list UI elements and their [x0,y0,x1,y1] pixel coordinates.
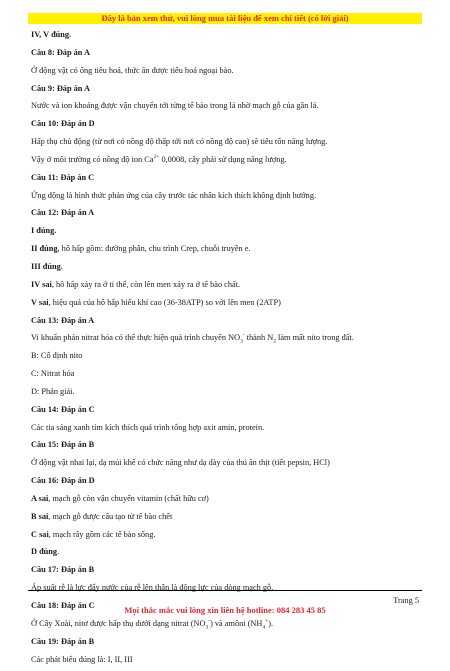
text-line: IV, V đúng. [31,30,72,39]
document-body [31,29,423,671]
text-line: Ở động vật nhai lại, dạ múi khế có chức năng như dạ dày của thú ăn thịt (tiết pepsin, HCl) [31,458,330,468]
text-line: Câu 16: Đáp án D [31,476,95,486]
text-line: Câu 10: Đáp án D [31,119,95,129]
text-line: D: Phản giải. [31,386,75,396]
text-line: III đúng. [31,261,63,271]
text-line: Nước và ion khoáng được vận chuyển tới từng tế bào trong lá nhờ mạch gỗ của gân lá. [31,101,319,111]
text-line: Câu 9: Đáp án A [31,83,91,93]
text-line: Các tia sáng xanh tím kích thích quá trình tổng hợp axit amin, protein. [31,422,265,432]
text-line: Ở Cây Xoài, nitơ được hấp thụ dưới dạng nitrat $(NO_3^-)$ và amôni $(NH_4^+)$. [31,618,274,631]
text-line: C sai, mạch rây gồm các tế bào sống. [31,529,156,539]
text-line: II đúng, hô hấp gồm: đường phân, chu trình Crep, chuỗi truyền e. [31,244,251,254]
text-line: Câu 13: Đáp án A [31,315,95,325]
text-line: IV sai, hô hấp xảy ra ở ti thể, còn lên men xảy ra ở tế bào chất. [31,279,241,289]
text-line: C: Nitrat hóa [31,369,75,379]
text-line: Áp suất rễ là lực đẩy nước của rễ lên thân là động lực của dòng mạch gỗ. [31,583,274,593]
text-line: Vậy ở môi trường có nồng độ ion $Ca^{2+}$ 0,0008, cây phải sử dụng năng lượng. [31,154,287,164]
text-line: A sai, mạch gỗ còn vận chuyển vitamin (chất hữu cơ) [31,493,209,503]
text-line: Các phát biểu đúng là: I, II, III [31,654,133,664]
text-line: Câu 14: Đáp án C [31,404,95,414]
text-line: Câu 15: Đáp án B [31,440,95,450]
hotline-footer: Mọi thắc mắc vui lòng xin liên hệ hotline: 084 283 45 85 [124,605,326,615]
text-line: Câu 11: Đáp án C [31,172,95,182]
text-line: Câu 12: Đáp án A [31,208,95,218]
text-line: Câu 8: Đáp án A [31,47,91,57]
text-line: Câu 17: Đáp án B [31,565,95,575]
text-line: Câu 19: Đáp án B [31,636,95,646]
text-line: V sai, hiệu quả của hô hấp hiếu khí cao (36-38ATP) so với lên men (2ATP) [31,297,281,307]
text-line: B sai, mạch gỗ được cấu tạo từ tế bào chết [31,511,173,521]
text-line: B: Cố định nito [31,351,83,361]
text-line: Hấp thụ chủ động (từ nơi có nồng độ thấp tới nơi có nồng độ cao) sẽ tiêu tốn năng lượng. [31,137,328,147]
text-line: Câu 18: Đáp án C [31,601,95,610]
text-line: Ứng động là hình thức phản ứng của cây trước tác nhân kích thích không định hướng. [31,190,317,200]
page-number: Trang 5 [393,596,419,605]
text-line: Vi khuẩn phản nitrat hóa có thể thực hiện quá trình chuyển $NO_3^-$ thành $N_2$ làm mất nito trong đất. [31,332,354,345]
footer-divider [28,590,422,591]
preview-notice-banner: Đây là bản xem thử, vui lòng mua tài liệu để xem chi tiết (có lời giải) [28,13,422,24]
text-line: Ở động vật có ống tiêu hoá, thức ăn được tiêu hoá ngoại bào. [31,65,234,75]
text-line: I đúng. [31,226,57,236]
text-line: D đúng. [31,547,60,557]
